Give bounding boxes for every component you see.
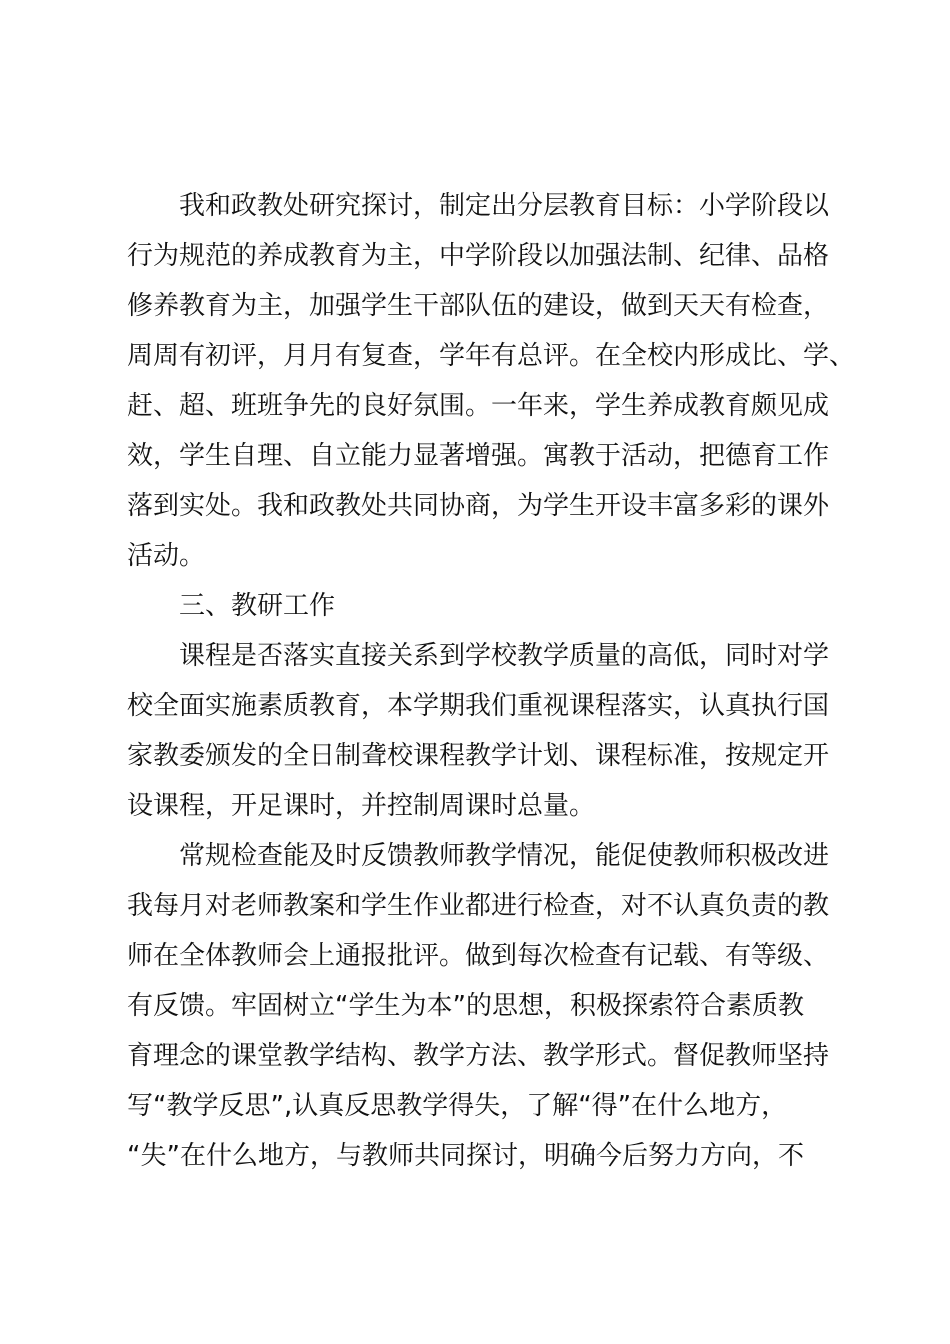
paragraph-line: 效，学生自理、自立能力显著增强。寓教于活动，把德育工作 xyxy=(127,441,830,471)
paragraph-line: 设课程，开足课时，并控制周课时总量。 xyxy=(127,791,596,821)
paragraph-line: 周周有初评，月月有复查，学年有总评。在全校内形成比、学、 xyxy=(127,341,856,371)
paragraph-line: 我每月对老师教案和学生作业都进行检查，对不认真负责的教 xyxy=(127,891,830,921)
paragraph-line: 赶、超、班班争先的良好氛围。一年来，学生养成教育颇见成 xyxy=(127,391,830,421)
paragraph-line: 家教委颁发的全日制聋校课程教学计划、课程标准，按规定开 xyxy=(127,741,830,771)
paragraph-line: 我和政教处研究探讨，制定出分层教育目标：小学阶段以 xyxy=(179,191,830,221)
section-heading: 三、教研工作 xyxy=(179,591,336,621)
paragraph-line: 师在全体教师会上通报批评。做到每次检查有记载、有等级、 xyxy=(127,941,830,971)
paragraph-line: “失”在什么地方，与教师共同探讨，明确今后努力方向，不 xyxy=(127,1141,804,1171)
paragraph-line: 有反馈。牢固树立“学生为本”的思想，积极探索符合素质教 xyxy=(127,991,804,1021)
paragraph-line: 校全面实施素质教育，本学期我们重视课程落实，认真执行国 xyxy=(127,691,830,721)
paragraph-line: 育理念的课堂教学结构、教学方法、教学形式。督促教师坚持 xyxy=(127,1041,830,1071)
paragraph-line: 行为规范的养成教育为主，中学阶段以加强法制、纪律、品格 xyxy=(127,241,830,271)
paragraph-line: 课程是否落实直接关系到学校教学质量的高低，同时对学 xyxy=(179,641,830,671)
paragraph-line: 写“教学反思”,认真反思教学得失，了解“得”在什么地方， xyxy=(127,1091,788,1121)
paragraph-line: 落到实处。我和政教处共同协商，为学生开设丰富多彩的课外 xyxy=(127,491,830,521)
paragraph-line: 修养教育为主，加强学生干部队伍的建设，做到天天有检查， xyxy=(127,291,830,321)
document-body xyxy=(127,181,856,1181)
paragraph-line: 常规检查能及时反馈教师教学情况，能促使教师积极改进 xyxy=(179,841,830,871)
paragraph-line: 活动。 xyxy=(127,541,206,571)
